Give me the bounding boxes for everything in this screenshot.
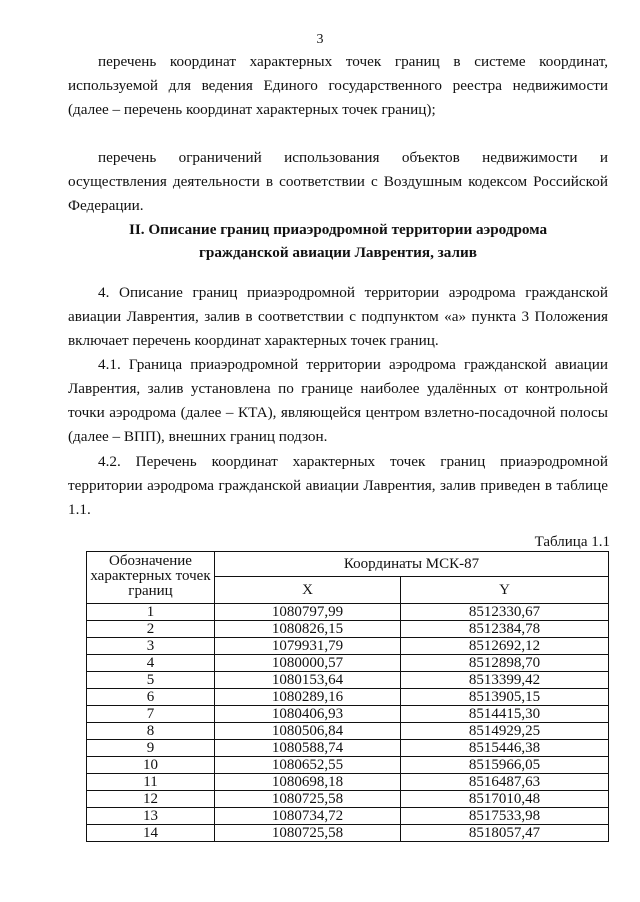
y-coordinate-cell: 8517010,48 (401, 791, 609, 808)
column-header-x: X (215, 577, 401, 604)
column-header-coordinates: Координаты МСК-87 (215, 552, 609, 577)
table-row (87, 757, 609, 774)
point-number-cell: 6 (87, 689, 215, 706)
body-paragraph-4: 4. Описание границ приаэродромной территории аэродрома гражданской авиации Лаврентия, залив в соответствии с подпунктом «а» пункта 3 Положения включает перечень координат характерных точек границ. (68, 284, 608, 349)
x-coordinate-cell: 1080153,64 (215, 672, 401, 689)
section-heading-line-2: гражданской авиации Лаврентия, залив (199, 244, 477, 261)
body-paragraph-4-2: 4.2. Перечень координат характерных точек границ приаэродромной территории аэродрома гражданской авиации Лаврентия, залив приведен в таблице 1.1. (68, 453, 608, 518)
point-number-cell: 8 (87, 723, 215, 740)
y-coordinate-cell: 8513905,15 (401, 689, 609, 706)
table-row (87, 791, 609, 808)
x-coordinate-cell: 1080725,58 (215, 825, 401, 842)
y-coordinate-cell: 8515966,05 (401, 757, 609, 774)
x-coordinate-cell: 1080588,74 (215, 740, 401, 757)
table-row (87, 621, 609, 638)
point-number-cell: 1 (87, 604, 215, 621)
x-coordinate-cell: 1080734,72 (215, 808, 401, 825)
y-coordinate-cell: 8512898,70 (401, 655, 609, 672)
point-number-cell: 5 (87, 672, 215, 689)
x-coordinate-cell: 1080652,55 (215, 757, 401, 774)
x-coordinate-cell: 1080289,16 (215, 689, 401, 706)
table-caption: Таблица 1.1 (534, 534, 610, 550)
point-number-cell: 13 (87, 808, 215, 825)
point-number-cell: 12 (87, 791, 215, 808)
y-coordinate-cell: 8512692,12 (401, 638, 609, 655)
section-heading-line-1: II. Описание границ приаэродромной территории аэродрома (128, 221, 548, 238)
body-paragraph-4-1: 4.1. Граница приаэродромной территории аэродрома гражданской авиации Лаврентия, залив установлена по границе наиболее удалённых от контрольной точки аэродрома (далее – КТА), являющейся центром взлетно-посадочной полосы (далее – ВПП), внешних границ подзон. (68, 356, 608, 445)
y-coordinate-cell: 8516487,63 (401, 774, 609, 791)
point-number-cell: 9 (87, 740, 215, 757)
section-heading (68, 218, 608, 264)
x-coordinate-cell: 1080506,84 (215, 723, 401, 740)
point-number-cell: 14 (87, 825, 215, 842)
y-coordinate-cell: 8518057,47 (401, 825, 609, 842)
column-header-point-designation: Обозначение характерных точек границ (87, 552, 215, 604)
table-row (87, 655, 609, 672)
table-row (87, 672, 609, 689)
y-coordinate-cell: 8515446,38 (401, 740, 609, 757)
table-row (87, 740, 609, 757)
x-coordinate-cell: 1079931,79 (215, 638, 401, 655)
point-number-cell: 11 (87, 774, 215, 791)
x-coordinate-cell: 1080406,93 (215, 706, 401, 723)
table-row (87, 808, 609, 825)
x-coordinate-cell: 1080698,18 (215, 774, 401, 791)
y-coordinate-cell: 8514929,25 (401, 723, 609, 740)
x-coordinate-cell: 1080000,57 (215, 655, 401, 672)
y-coordinate-cell: 8512384,78 (401, 621, 609, 638)
intro-paragraph-2: перечень ограничений использования объектов недвижимости и осуществления деятельности в соответствии с Воздушным кодексом Российской Федерации. (68, 149, 608, 214)
table-row (87, 723, 609, 740)
point-number-cell: 10 (87, 757, 215, 774)
table-row (87, 706, 609, 723)
y-coordinate-cell: 8517533,98 (401, 808, 609, 825)
x-coordinate-cell: 1080797,99 (215, 604, 401, 621)
point-number-cell: 3 (87, 638, 215, 655)
table-row (87, 774, 609, 791)
table-row (87, 825, 609, 842)
table-row (87, 604, 609, 621)
intro-paragraph-1: перечень координат характерных точек границ в системе координат, используемой для ведения Единого государственного реестра недвижимости (далее – перечень координат характерных точек границ); (68, 53, 608, 118)
x-coordinate-cell: 1080725,58 (215, 791, 401, 808)
point-number-cell: 4 (87, 655, 215, 672)
point-number-cell: 2 (87, 621, 215, 638)
y-coordinate-cell: 8514415,30 (401, 706, 609, 723)
x-coordinate-cell: 1080826,15 (215, 621, 401, 638)
column-header-y: Y (401, 577, 609, 604)
table-row (87, 689, 609, 706)
y-coordinate-cell: 8512330,67 (401, 604, 609, 621)
table-row (87, 638, 609, 655)
y-coordinate-cell: 8513399,42 (401, 672, 609, 689)
point-number-cell: 7 (87, 706, 215, 723)
coordinates-table (86, 551, 609, 842)
page-number: 3 (316, 32, 324, 47)
